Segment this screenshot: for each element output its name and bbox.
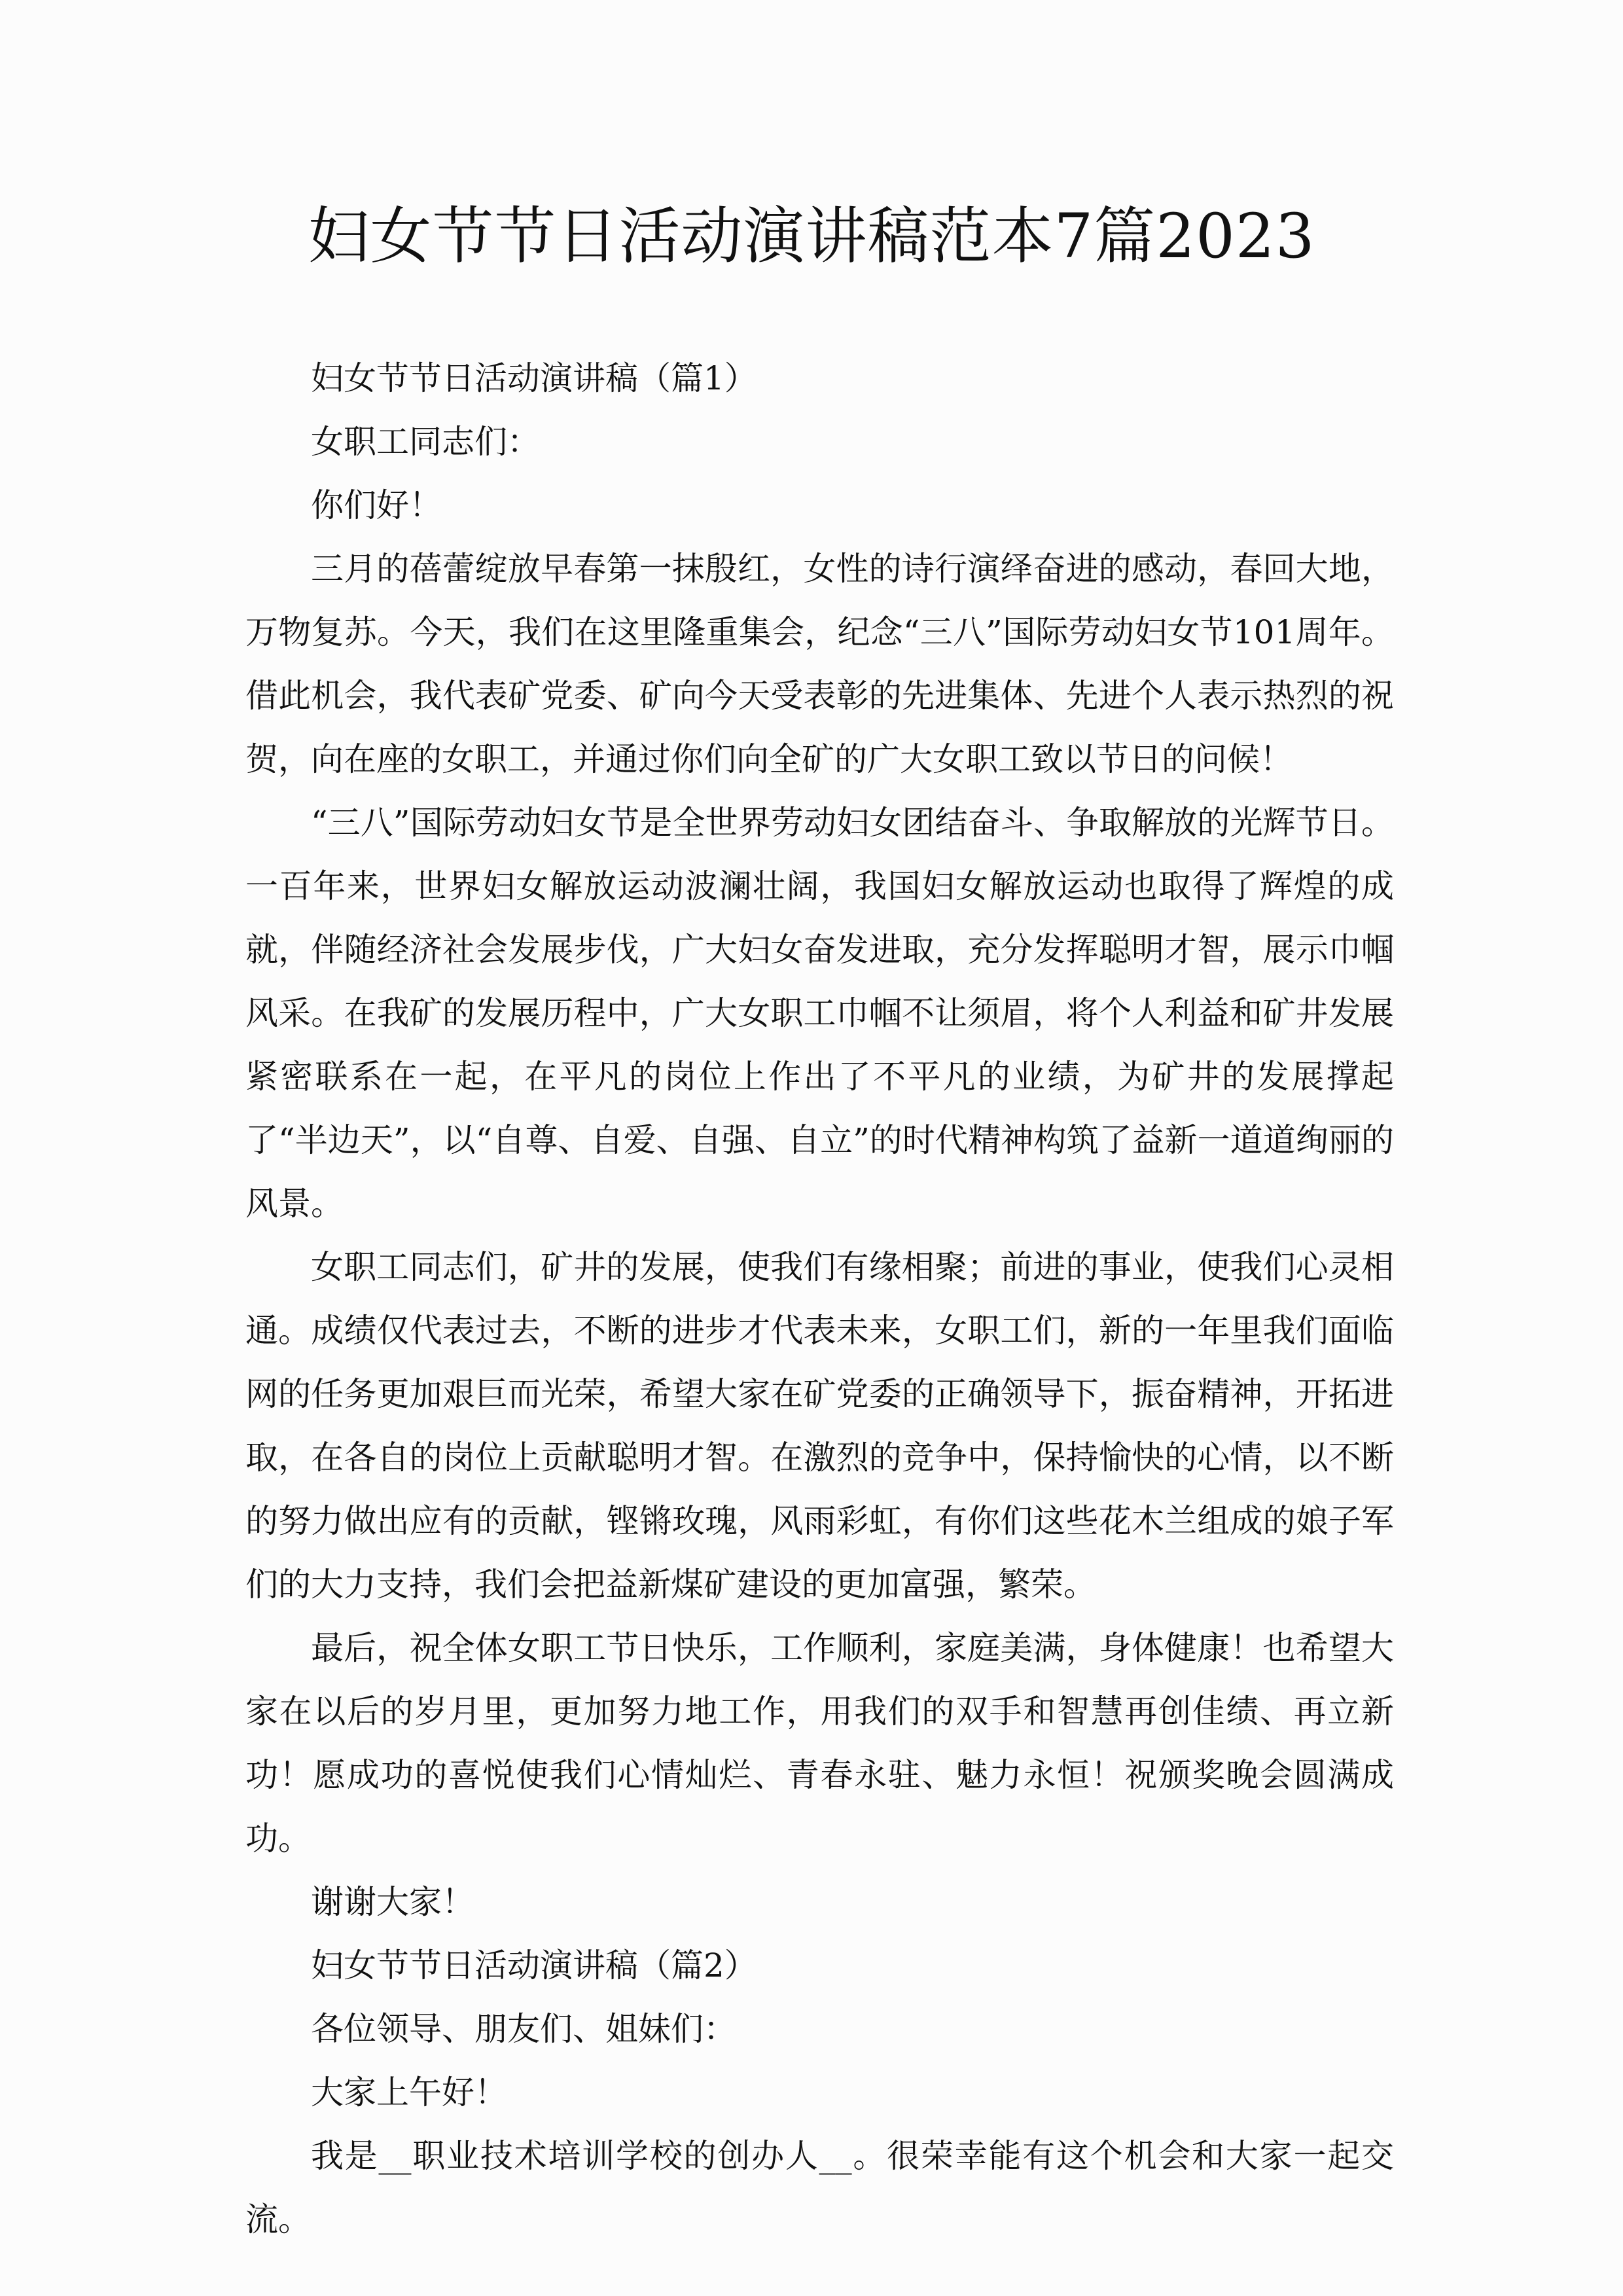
paragraph: 我是__职业技术培训学校的创办人__。很荣幸能有这个机会和大家一起交流。 <box>245 2137 1394 2238</box>
closing: 谢谢大家！ <box>311 1883 474 1921</box>
salutation: 女职工同志们： <box>311 423 540 461</box>
paragraph: 三月的蓓蕾绽放早春第一抹殷红，女性的诗行演绎奋进的感动，春回大地，万物复苏。今天，我们在这里隆重集会，纪念“三八”国际劳动妇女节101周年。借此机会，我代表矿党委、矿向今天受表彰的先进集体、先进个人表示热烈的祝贺，向在座的女职工，并通过你们向全矿的广大女职工致以节日的问候！ <box>245 550 1394 778</box>
document-body <box>245 347 1394 2251</box>
salutation: 各位领导、朋友们、姐妹们： <box>311 2010 736 2048</box>
section-heading-2: 妇女节节日活动演讲稿（篇2） <box>311 1946 757 1984</box>
greeting: 你们好！ <box>311 486 442 524</box>
paragraph: 女职工同志们，矿井的发展，使我们有缘相聚；前进的事业，使我们心灵相通。成绩仅代表过去，不断的进步才代表未来，女职工们，新的一年里我们面临网的任务更加艰巨而光荣，希望大家在矿党委的正确领导下，振奋精神，开拓进取，在各自的岗位上贡献聪明才智。在激烈的竞争中，保持愉快的心情，以不断的努力做出应有的贡献，铿锵玫瑰，风雨彩虹，有你们这些花木兰组成的娘子军们的大力支持，我们会把益新煤矿建设的更加富强，繁荣。 <box>245 1248 1394 1604</box>
paragraph: “三八”国际劳动妇女节是全世界劳动妇女团结奋斗、争取解放的光辉节日。一百年来，世界妇女解放运动波澜壮阔，我国妇女解放运动也取得了辉煌的成就，伴随经济社会发展步伐，广大妇女奋发进取，充分发挥聪明才智，展示巾帼风采。在我矿的发展历程中，广大女职工巾帼不让须眉，将个人利益和矿井发展紧密联系在一起，在平凡的岗位上作出了不平凡的业绩，为矿井的发展撑起了“半边天”，以“自尊、自爱、自强、自立”的时代精神构筑了益新一道道绚丽的风景。 <box>245 804 1394 1223</box>
greeting: 大家上午好！ <box>311 2073 507 2111</box>
paragraph: 最后，祝全体女职工节日快乐，工作顺利，家庭美满，身体健康！也希望大家在以后的岁月里，更加努力地工作，用我们的双手和智慧再创佳绩、再立新功！愿成功的喜悦使我们心情灿烂、青春永驻、魅力永恒！祝颁奖晚会圆满成功。 <box>245 1629 1394 1857</box>
section-heading-1: 妇女节节日活动演讲稿（篇1） <box>311 359 757 397</box>
document-title: 妇女节节日活动演讲稿范本7篇2023 <box>308 201 1315 272</box>
